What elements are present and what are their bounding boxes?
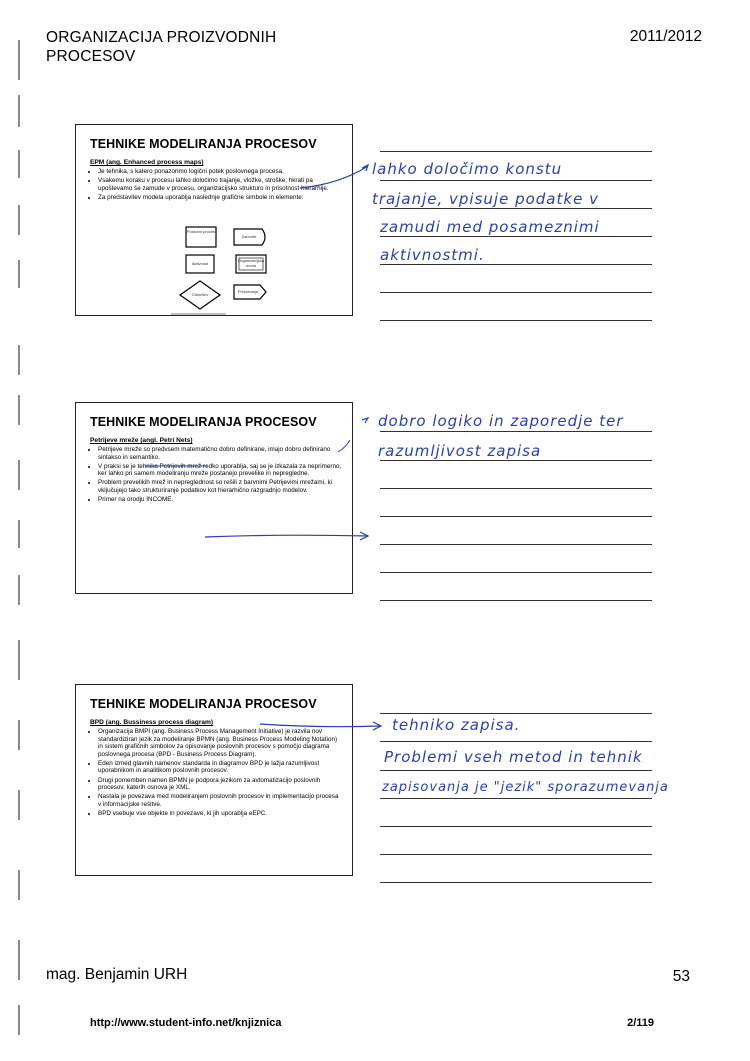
handwritten-note: aktivnostmi. xyxy=(380,246,485,264)
bullet: • BPD vsebuje vse objekte in povezave, ki jih uporablja eEPC. xyxy=(98,810,342,818)
symbol-label: Aktivnost xyxy=(191,261,209,266)
bullet: • Za predstavitev modela uporablja naslednje grafične simbole in elemente: xyxy=(98,194,342,202)
slide-subtitle: EPM (ang. Enhanced process maps) xyxy=(90,159,204,166)
bullet: • Petrijeve mreže so predvsem matematično dobro definirane, imajo dobro definirano sintakso in semantiko. xyxy=(98,446,342,461)
handwritten-note: lahko določimo konstu xyxy=(372,160,563,178)
header-title-line1: ORGANIZACIJA PROIZVODNIH xyxy=(46,29,277,46)
slide-subtitle: Petrijeve mreže (angl. Petri Nets) xyxy=(90,437,193,444)
bullet: • Drugi pomemben namen BPMN je podpora jezikom za avtomatizacijo poslovnih procesov, katerih osnova je XML. xyxy=(98,777,342,792)
bullet: • Eden izmed glavnih namenov standarda in diagramov BPD je lažja razumljivost uporabnikom in analitikom poslovnih procesov. xyxy=(98,760,342,775)
footer-author: mag. Benjamin URH xyxy=(46,966,188,983)
handwritten-note: razumljivost zapisa xyxy=(378,442,542,460)
footer-page-count: 2/119 xyxy=(627,1017,654,1029)
handwritten-note: zapisovanja je "jezik" sporazumevanja xyxy=(382,780,669,795)
slide-title: TEHNIKE MODELIRANJA PROCESOV xyxy=(90,697,317,711)
bullet: • Je tehnika, s katero ponazorimo logični potek poslovnega procesa. xyxy=(98,168,342,176)
bullet: • Organizacija BMPI (ang. Business Process Management Initiative) je razvila nov standardiziran jezik za modeliranje BPMN (ang. Business Process Modeling Notation) in sistem grafičnih simbolov za opisovanje poslovnih procesov s pomočjo diagrama poslovnega procesa (BPD - Business Process Diagram). xyxy=(98,728,342,758)
handwritten-note: tehniko zapisa. xyxy=(392,716,521,734)
symbol-label: Prepletanje xyxy=(237,289,259,294)
bullet: • Vsakemu koraku v procesu lahko določimo trajanje, vložke, stroške, hkrati pa upoštevamo še zamude v procesu, organizacijsko strukturo in prisotnost hierarhije. xyxy=(98,177,342,192)
symbol-label: Poslovni proces xyxy=(186,229,216,234)
symbol-label: Zamude xyxy=(241,234,257,239)
bullet: • Primer na orodju INCOME. xyxy=(98,496,342,504)
handwritten-note: Problemi vseh metod in tehnik xyxy=(384,748,643,766)
handwritten-note: zamudi med posameznimi xyxy=(380,218,600,236)
bullet: • Problem prevelikih mrež in nepreglednost so rešili z barvnimi Petrijevimi mrežami, ki vključujejo tako strukturiranje podatkov kot hierarhično razgradnjo modelov. xyxy=(98,479,342,494)
handwritten-note: trajanje, vpisuje podatke v xyxy=(372,190,599,208)
slide-subtitle: BPD (ang. Bussiness process diagram) xyxy=(90,719,214,726)
bullet: • V praksi se je tehnika Petrijevih mrež redko uporablja, saj se je izkazala za neprimerno, ker lahko pri samem modeliranju mreže postanejo prevelike in nepregledne. xyxy=(98,463,342,478)
symbol-label: Organizacijska enota xyxy=(237,258,265,268)
handwritten-note: dobro logiko in zaporedje ter xyxy=(378,412,624,430)
slide-title: TEHNIKE MODELIRANJA PROCESOV xyxy=(90,415,317,429)
symbol-label: Odločitev xyxy=(191,292,209,297)
bullet: • Nastala je povezava med modeliranjem poslovnih procesov in implementacijo procesa v informacijske rešitve. xyxy=(98,793,342,808)
header-title-line2: PROCESOV xyxy=(46,48,136,65)
slide-title: TEHNIKE MODELIRANJA PROCESOV xyxy=(90,137,317,151)
footer-page-number: 53 xyxy=(672,968,690,985)
header-year: 2011/2012 xyxy=(629,28,702,45)
footer-url[interactable]: http://www.student-info.net/knjiznica xyxy=(90,1017,282,1029)
